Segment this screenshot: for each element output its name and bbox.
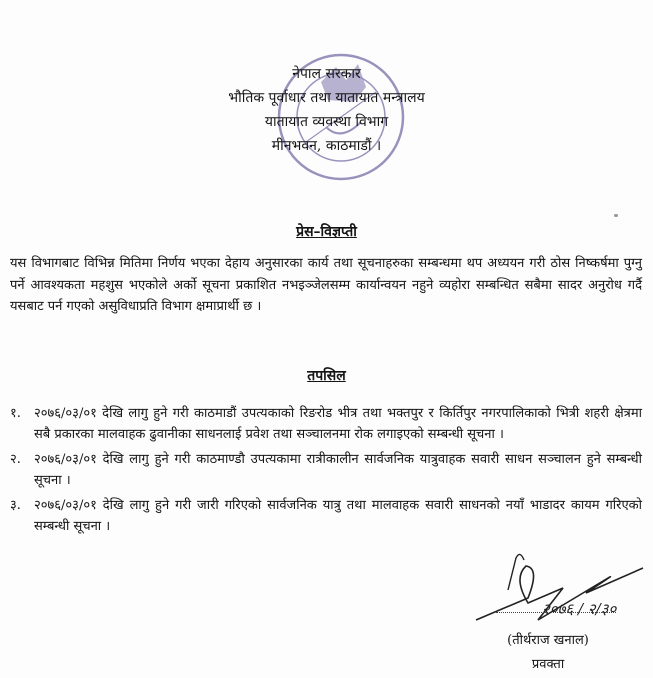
body-paragraph: यस विभागबाट विभिन्न मितिमा निर्णय भएका देहाय अनुसारका कार्य तथा सूचनाहरुका सम्बन्धमा थप अध्ययन गरी ठोस निष्कर्षमा पुग्नु पर्ने आवश्यकता महशुस भएकोले अर्को सूचना प्रकाशित नभइञ्जेलसम्म कार्यान्वयन नहुने व्यहोरा सम्बन्धित सबैमा सादर अनुरोध गर्दै यसबाट पर्न गएको असुविधाप्रति विभाग क्षमाप्रार्थी छ । bbox=[10, 256, 642, 314]
office-address: मीनभवन, काठमाडौं । bbox=[271, 138, 382, 154]
details-title: तपसिल bbox=[307, 368, 346, 384]
item-number: २. bbox=[10, 452, 21, 467]
svg-text:२०७६ / २/३०: २०७६ / २/३० bbox=[542, 600, 617, 618]
scan-speck bbox=[614, 214, 618, 217]
item-number: ३. bbox=[10, 498, 21, 513]
item-text: २०७६/०३/०१ देखि लागु हुने गरी जारी गरिएको सार्वजनिक यात्रु तथा मालवाहक सवारी साधनको नयाँ भाडादर कायम गरिएको सम्बन्धी सूचना । bbox=[34, 498, 642, 534]
signatory-role: प्रवक्ता bbox=[531, 657, 565, 672]
letterhead bbox=[0, 62, 653, 158]
signatory-name: (तीर्थराज खनाल) bbox=[507, 633, 589, 648]
item-text: २०७६/०३/०१ देखि लागु हुने गरी काठमाडौं उपत्यकाको रिङरोड भीत्र तथा भक्तपुर र किर्तिपुर नगरपालिकाको भित्री शहरी क्षेत्रमा सबै प्रकारका मालवाहक ढुवानीका साधनलाई प्रवेश तथा सञ्चालनमा रोक लगाइएको सम्बन्धी सूचना । bbox=[34, 406, 642, 442]
list-item bbox=[10, 403, 642, 445]
list-item bbox=[10, 495, 642, 537]
ministry-name: भौतिक पूर्वाधार तथा यातायात मन्त्रालय bbox=[228, 90, 425, 106]
govt-name: नेपाल सरकार bbox=[292, 66, 361, 82]
list-item bbox=[10, 449, 642, 491]
signature-line bbox=[496, 612, 616, 613]
department-name: यातायात व्यवस्था विभाग bbox=[264, 114, 389, 130]
item-text: २०७६/०३/०१ देखि लागु हुने गरी काठमाण्डौ उपत्यकामा रात्रीकालीन सार्वजनिक यात्रुवाहक सवारी साधन सञ्चालन हुने सम्बन्धी सूचना । bbox=[34, 452, 642, 488]
press-release-title: प्रेस–विज्ञप्ती bbox=[296, 224, 357, 240]
item-number: १. bbox=[10, 406, 21, 421]
details-list bbox=[10, 403, 642, 541]
